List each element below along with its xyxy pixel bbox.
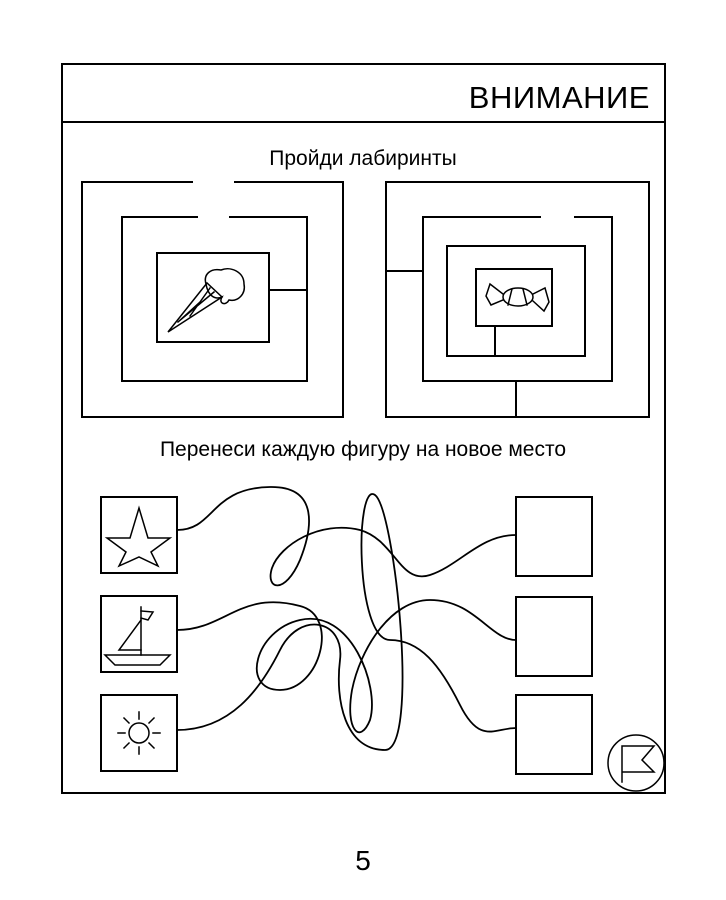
tangled-paths (177, 487, 516, 750)
star-icon (107, 508, 170, 566)
path-sun (177, 494, 516, 750)
target-box-1 (516, 497, 592, 576)
maze-instruction: Пройди лабиринты (269, 147, 457, 170)
sun-icon (118, 712, 160, 754)
path-star (177, 487, 516, 585)
figure-boat-box (101, 596, 177, 672)
page-number: 5 (355, 845, 371, 876)
figure-star-box (101, 497, 177, 573)
figure-sun-box (101, 695, 177, 771)
target-box-2 (516, 597, 592, 676)
target-box-3 (516, 695, 592, 774)
path-boat (177, 600, 516, 732)
ice-cream-icon (168, 269, 244, 332)
maze-left (82, 182, 343, 417)
maze-right (386, 182, 649, 417)
flag-in-circle-icon (608, 735, 664, 791)
move-figures-instruction: Перенеси каждую фигуру на новое место (159, 438, 567, 461)
sailboat-icon (105, 607, 170, 665)
section-title: ВНИМАНИЕ (468, 80, 650, 115)
candy-icon (486, 284, 549, 311)
